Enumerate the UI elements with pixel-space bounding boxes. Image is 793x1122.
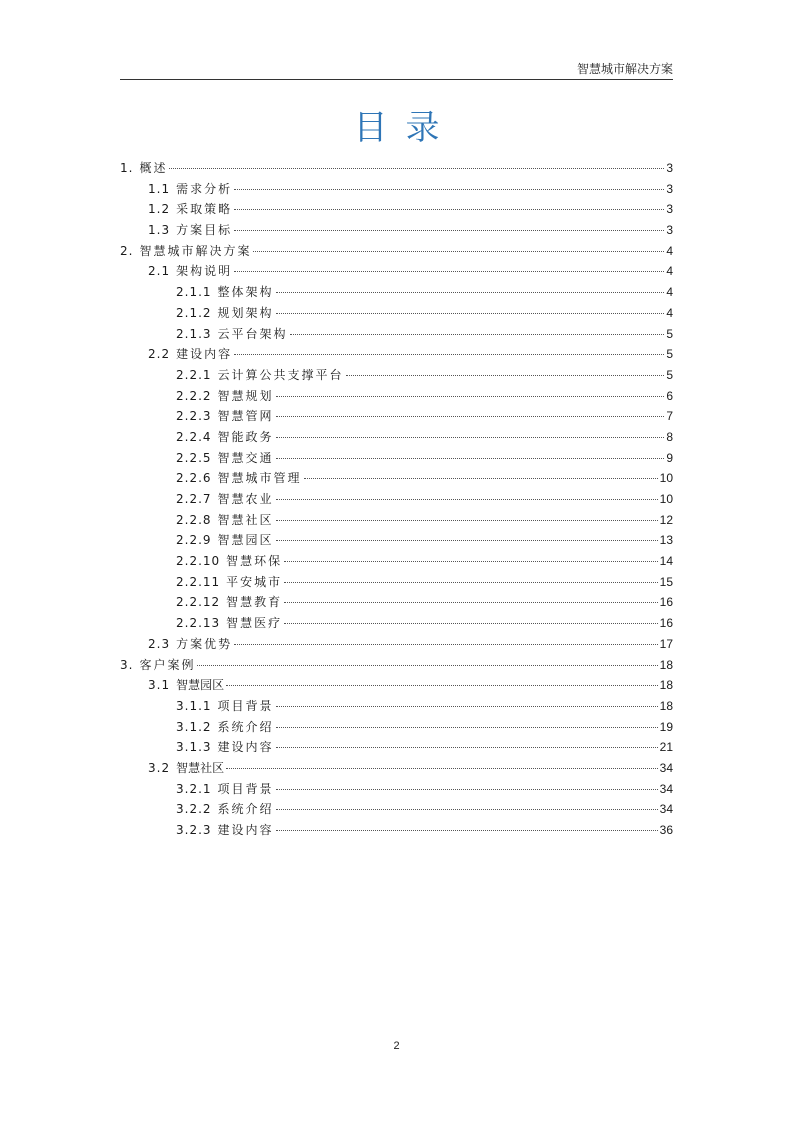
toc-entry[interactable] bbox=[120, 220, 673, 241]
toc-entry-number: 3.2.1 bbox=[176, 781, 212, 796]
toc-entry-number: 1. bbox=[120, 161, 134, 175]
toc-entry-page: 8 bbox=[666, 429, 673, 444]
toc-entry[interactable] bbox=[120, 675, 673, 696]
toc-dot-leader bbox=[276, 727, 658, 728]
toc-entry[interactable] bbox=[120, 489, 673, 510]
header-rule bbox=[120, 79, 673, 80]
toc-entry-label: 建设内容 bbox=[217, 740, 274, 755]
toc-entry[interactable] bbox=[120, 303, 673, 324]
toc-entry-page: 5 bbox=[666, 347, 673, 362]
page-number: 2 bbox=[393, 1040, 400, 1052]
toc-entry[interactable] bbox=[120, 717, 673, 738]
toc-entry-label: 云平台架构 bbox=[217, 326, 288, 341]
toc-dot-leader bbox=[234, 209, 664, 210]
toc-dot-leader bbox=[276, 830, 658, 831]
toc-entry-page: 9 bbox=[666, 450, 673, 465]
toc-entry-number: 3.1.2 bbox=[176, 719, 212, 734]
toc-dot-leader bbox=[304, 478, 658, 479]
toc-entry-label: 智慧交通 bbox=[217, 450, 274, 465]
toc-dot-leader bbox=[226, 768, 658, 769]
toc-entry-page: 16 bbox=[659, 595, 673, 610]
toc-dot-leader bbox=[346, 375, 665, 376]
toc-dot-leader bbox=[276, 292, 665, 293]
toc-entry-page: 4 bbox=[666, 305, 673, 320]
toc-entry[interactable] bbox=[120, 820, 673, 841]
toc-entry-label: 架构说明 bbox=[176, 264, 233, 279]
toc-entry[interactable] bbox=[120, 758, 673, 779]
toc-entry-number: 2.2.11 bbox=[176, 574, 221, 589]
toc-entry[interactable] bbox=[120, 737, 673, 758]
toc-entry[interactable] bbox=[120, 655, 673, 676]
toc-entry-number: 2.2.13 bbox=[176, 616, 221, 631]
toc-entry-number: 2. bbox=[120, 243, 134, 258]
toc-entry[interactable] bbox=[120, 406, 673, 427]
toc-entry-label: 平安城市 bbox=[226, 574, 283, 589]
toc-entry-number: 2.2.8 bbox=[176, 512, 212, 527]
toc-entry-page: 17 bbox=[659, 636, 673, 651]
toc-entry-page: 4 bbox=[666, 264, 673, 279]
toc-entry-number: 3.2.2 bbox=[176, 802, 212, 817]
toc-dot-leader bbox=[234, 230, 664, 231]
toc-entry-number: 2.2.12 bbox=[176, 595, 221, 610]
toc-entry[interactable] bbox=[120, 386, 673, 407]
toc-entry-page: 5 bbox=[666, 326, 673, 341]
toc-entry-label: 智慧社区 bbox=[217, 512, 274, 527]
toc-dot-leader bbox=[290, 334, 665, 335]
toc-entry-label: 项目背景 bbox=[217, 781, 274, 796]
toc-entry-number: 3.1.3 bbox=[176, 740, 212, 755]
toc-entry-label: 智慧社区 bbox=[176, 760, 225, 775]
toc-entry-label: 项目背景 bbox=[217, 698, 274, 713]
toc-entry-page: 4 bbox=[666, 243, 673, 258]
toc-dot-leader bbox=[234, 354, 664, 355]
toc-entry-label: 方案目标 bbox=[176, 223, 233, 238]
toc-entry-page: 34 bbox=[659, 802, 673, 817]
toc-entry-label: 智慧医疗 bbox=[226, 616, 283, 631]
toc-dot-leader bbox=[276, 520, 658, 521]
toc-dot-leader bbox=[197, 665, 657, 666]
toc-entry[interactable] bbox=[120, 448, 673, 469]
toc-entry[interactable] bbox=[120, 179, 673, 200]
toc-dot-leader bbox=[276, 458, 665, 459]
toc-entry-number: 1.2 bbox=[148, 202, 171, 217]
toc-entry-number: 2.2.2 bbox=[176, 388, 212, 403]
toc-dot-leader bbox=[276, 499, 658, 500]
toc-dot-leader bbox=[276, 416, 665, 417]
toc-dot-leader bbox=[226, 685, 658, 686]
toc-entry-number: 2.1.2 bbox=[176, 305, 212, 320]
toc-dot-leader bbox=[284, 623, 657, 624]
toc-entry-label: 系统介绍 bbox=[217, 802, 274, 817]
toc-entry[interactable] bbox=[120, 241, 673, 262]
toc-entry-label: 需求分析 bbox=[176, 181, 233, 196]
toc-entry[interactable] bbox=[120, 613, 673, 634]
toc-dot-leader bbox=[276, 396, 665, 397]
table-of-contents bbox=[120, 158, 673, 841]
toc-entry-label: 智能政务 bbox=[217, 429, 274, 444]
toc-entry-label: 智慧环保 bbox=[226, 554, 283, 569]
toc-entry-label: 智慧农业 bbox=[217, 492, 274, 506]
toc-entry-page: 36 bbox=[659, 823, 673, 837]
toc-entry[interactable] bbox=[120, 344, 673, 365]
toc-entry-number: 2.2.5 bbox=[176, 450, 212, 465]
toc-dot-leader bbox=[284, 582, 657, 583]
toc-entry-page: 5 bbox=[666, 367, 673, 382]
toc-entry-number: 2.1.3 bbox=[176, 326, 212, 341]
toc-entry-page: 15 bbox=[659, 574, 673, 589]
toc-entry-label: 智慧城市管理 bbox=[217, 471, 302, 486]
toc-dot-leader bbox=[276, 789, 658, 790]
toc-entry-label: 智慧城市解决方案 bbox=[139, 243, 252, 258]
toc-entry-number: 2.2 bbox=[148, 347, 171, 362]
toc-entry[interactable] bbox=[120, 799, 673, 820]
toc-entry[interactable] bbox=[120, 634, 673, 655]
toc-entry-label: 整体架构 bbox=[217, 285, 274, 300]
toc-entry-label: 采取策略 bbox=[176, 202, 233, 217]
toc-entry-number: 2.2.7 bbox=[176, 492, 212, 506]
toc-dot-leader bbox=[284, 602, 657, 603]
toc-dot-leader bbox=[253, 251, 664, 252]
toc-dot-leader bbox=[169, 168, 664, 169]
toc-entry-page: 3 bbox=[666, 223, 673, 238]
toc-entry[interactable] bbox=[120, 199, 673, 220]
toc-entry-number: 2.2.1 bbox=[176, 367, 212, 382]
toc-entry-page: 3 bbox=[666, 161, 673, 175]
toc-dot-leader bbox=[276, 706, 658, 707]
toc-entry-number: 2.2.10 bbox=[176, 554, 221, 569]
toc-dot-leader bbox=[276, 540, 658, 541]
toc-entry[interactable] bbox=[120, 261, 673, 282]
toc-entry-page: 16 bbox=[659, 616, 673, 631]
toc-entry-page: 10 bbox=[659, 492, 673, 506]
toc-entry-number: 2.2.4 bbox=[176, 429, 212, 444]
toc-entry[interactable] bbox=[120, 530, 673, 551]
toc-entry-label: 智慧园区 bbox=[176, 678, 225, 693]
toc-entry-number: 1.3 bbox=[148, 223, 171, 238]
toc-dot-leader bbox=[234, 271, 664, 272]
toc-entry-number: 2.2.6 bbox=[176, 471, 212, 486]
toc-entry[interactable] bbox=[120, 427, 673, 448]
toc-entry[interactable] bbox=[120, 282, 673, 303]
toc-entry-label: 建设内容 bbox=[217, 823, 274, 837]
toc-entry-label: 建设内容 bbox=[176, 347, 233, 362]
toc-entry-number: 3.2 bbox=[148, 760, 171, 775]
toc-entry[interactable] bbox=[120, 365, 673, 386]
toc-entry-number: 3.2.3 bbox=[176, 823, 212, 837]
toc-entry[interactable] bbox=[120, 324, 673, 345]
toc-dot-leader bbox=[276, 437, 665, 438]
toc-dot-leader bbox=[234, 189, 664, 190]
toc-entry-label: 智慧园区 bbox=[217, 533, 274, 548]
toc-entry[interactable] bbox=[120, 158, 673, 179]
toc-entry-number: 2.1 bbox=[148, 264, 171, 279]
toc-entry[interactable] bbox=[120, 696, 673, 717]
toc-entry-number: 3.1 bbox=[148, 678, 171, 693]
toc-dot-leader bbox=[284, 561, 657, 562]
toc-title: 目录 bbox=[353, 108, 458, 148]
toc-entry-page: 19 bbox=[659, 719, 673, 734]
toc-entry-page: 12 bbox=[659, 512, 673, 527]
toc-dot-leader bbox=[276, 313, 665, 314]
toc-entry-page: 34 bbox=[659, 760, 673, 775]
toc-entry[interactable] bbox=[120, 468, 673, 489]
toc-entry-label: 系统介绍 bbox=[217, 719, 274, 734]
toc-entry[interactable] bbox=[120, 779, 673, 800]
toc-dot-leader bbox=[276, 809, 658, 810]
toc-entry-page: 18 bbox=[659, 678, 673, 693]
toc-entry-label: 概述 bbox=[139, 161, 168, 175]
toc-entry-page: 34 bbox=[659, 781, 673, 796]
toc-entry[interactable] bbox=[120, 592, 673, 613]
toc-entry-page: 6 bbox=[666, 388, 673, 403]
toc-entry-label: 客户案例 bbox=[139, 657, 196, 672]
toc-entry-number: 3.1.1 bbox=[176, 698, 212, 713]
toc-entry-number: 3. bbox=[120, 657, 134, 672]
toc-entry-label: 方案优势 bbox=[176, 636, 233, 651]
toc-entry-number: 2.3 bbox=[148, 636, 171, 651]
toc-entry-page: 3 bbox=[666, 202, 673, 217]
toc-entry-label: 规划架构 bbox=[217, 305, 274, 320]
toc-entry-page: 4 bbox=[666, 285, 673, 300]
toc-entry-number: 2.1.1 bbox=[176, 285, 212, 300]
toc-entry-page: 21 bbox=[659, 740, 673, 755]
running-header-title: 智慧城市解决方案 bbox=[576, 62, 673, 76]
toc-entry-number: 1.1 bbox=[148, 181, 171, 196]
toc-entry-page: 14 bbox=[659, 554, 673, 569]
toc-entry-page: 18 bbox=[659, 698, 673, 713]
toc-dot-leader bbox=[234, 644, 658, 645]
toc-entry[interactable] bbox=[120, 572, 673, 593]
toc-entry-label: 云计算公共支撑平台 bbox=[217, 367, 344, 382]
toc-entry-page: 3 bbox=[666, 181, 673, 196]
toc-entry-number: 2.2.9 bbox=[176, 533, 212, 548]
toc-entry-page: 18 bbox=[659, 657, 673, 672]
toc-entry-label: 智慧管网 bbox=[217, 409, 274, 424]
toc-entry-page: 13 bbox=[659, 533, 673, 548]
toc-entry-page: 7 bbox=[666, 409, 673, 424]
toc-entry-page: 10 bbox=[659, 471, 673, 486]
toc-entry[interactable] bbox=[120, 551, 673, 572]
toc-dot-leader bbox=[276, 747, 658, 748]
toc-entry[interactable] bbox=[120, 510, 673, 531]
toc-entry-label: 智慧教育 bbox=[226, 595, 283, 610]
toc-entry-number: 2.2.3 bbox=[176, 409, 212, 424]
toc-entry-label: 智慧规划 bbox=[217, 388, 274, 403]
